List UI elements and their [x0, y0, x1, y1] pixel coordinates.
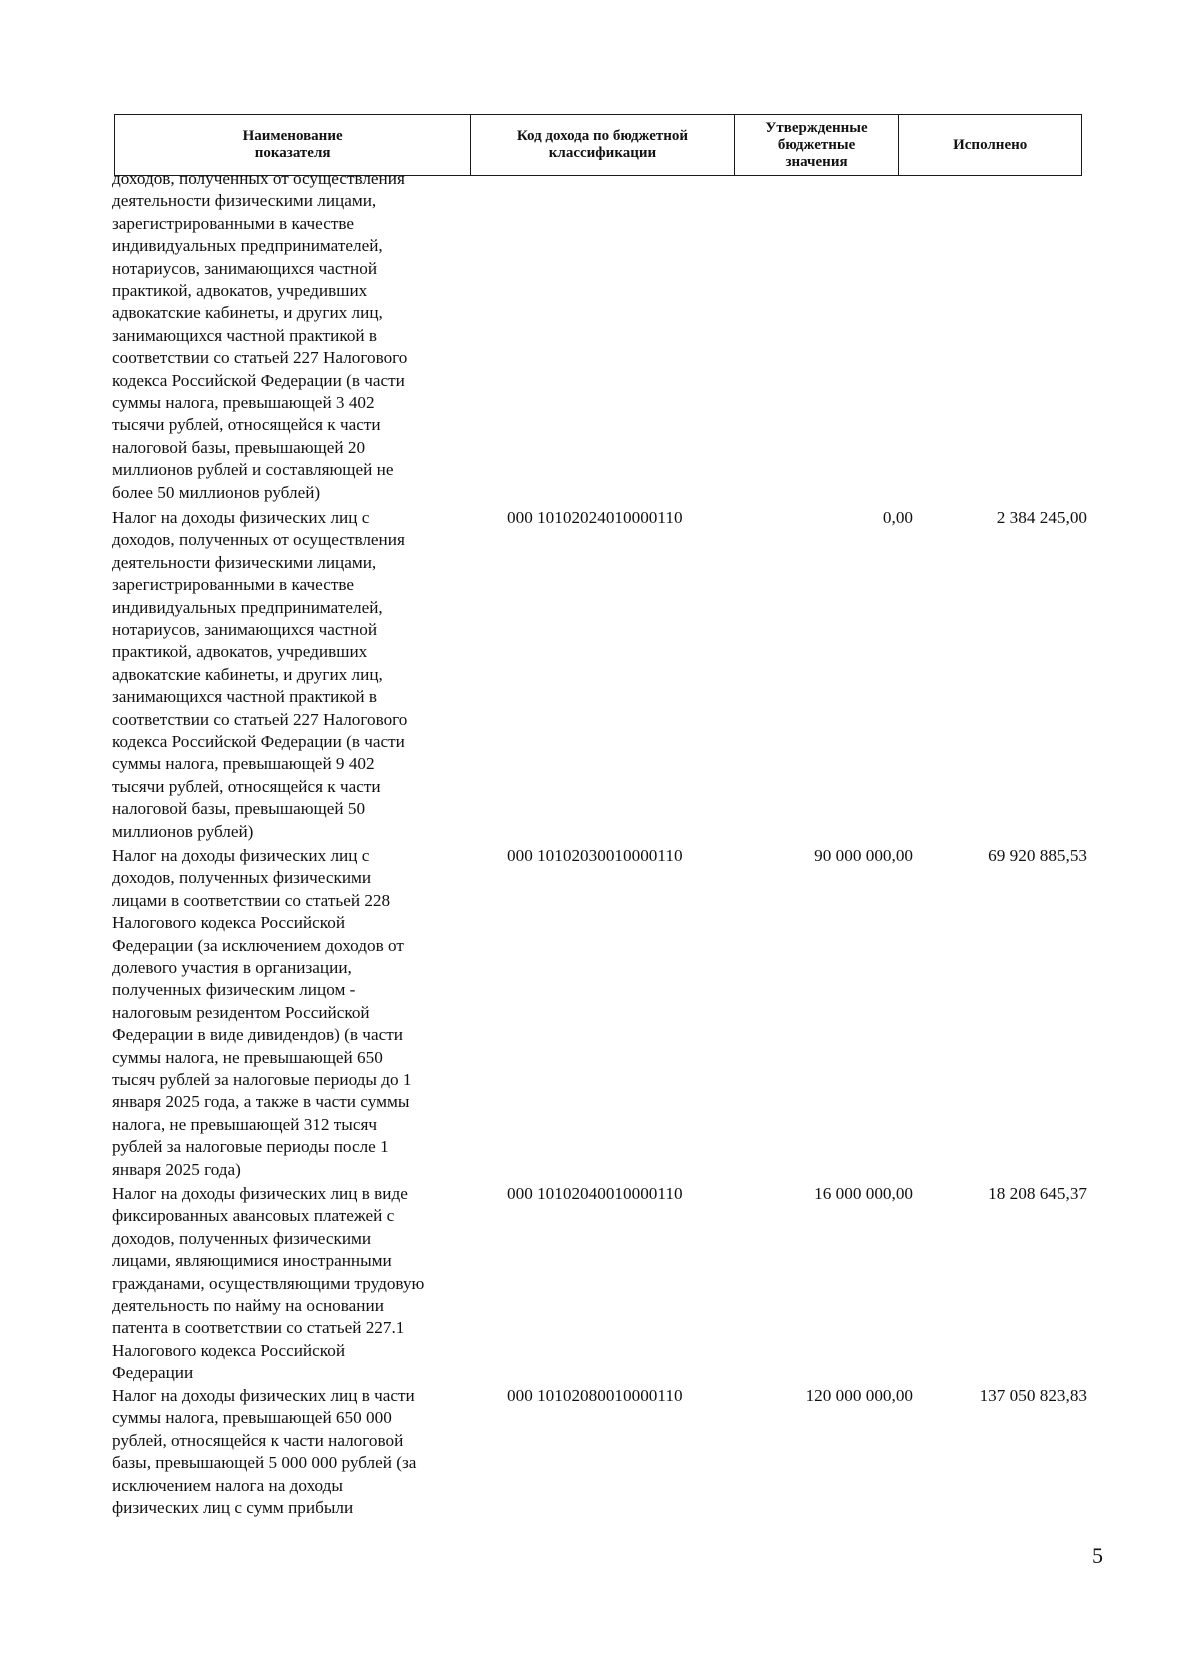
row-name-text: Налог на доходы физических лиц в виде фиксированных авансовых платежей с доходов, полученных физическими лицами, являющимися иностранными гражданами, осуществляющими трудовую деятельность по найму на основании патента в соответствии со статьей 227.1 Налогового кодекса Российской Федерации — [112, 1184, 425, 1383]
row-name-text: Налог на доходы физических лиц с доходов, полученных от осуществления деятельности физическими лицами, зарегистрированными в качестве индивидуальных предпринимателей, нотариусов, занимающихся частной практикой, адвокатов, учредивших адвокатские кабинеты, и других лиц, занимающихся частной практикой в соответствии со статьей 227 Налогового кодекса Российской Федерации (в части суммы налога, превышающей 9 402 тысячи рублей, относящейся к части налоговой базы, превышающей 50 миллионов рублей) — [112, 508, 408, 841]
row-name-text: доходов, полученных от осуществления деятельности физическими лицами, зарегистрированными в качестве индивидуальных предпринимателей, нотариусов, занимающихся частной практикой, адвокатов, учредивших адвокатские кабинеты, и других лиц, занимающихся частной практикой в соответствии со статьей 227 Налогового кодекса Российской Федерации (в части суммы налога, превышающей 3 402 тысячи рублей, относящейся к части налоговой базы, превышающей 20 миллионов рублей и составляющей не более 50 миллионов рублей) — [112, 169, 408, 502]
page-number: 5 — [1092, 1543, 1103, 1568]
row-executed: 18 208 645,37 — [988, 1184, 1087, 1203]
header-executed — [899, 115, 1081, 175]
row-code: 000 10102024010000110 — [507, 508, 683, 527]
row-code: 000 10102080010000110 — [507, 1386, 683, 1405]
header-name — [115, 115, 471, 175]
header-name-label: Наименование показателя — [242, 128, 343, 161]
row-approved: 90 000 000,00 — [814, 846, 913, 865]
row-name-text: Налог на доходы физических лиц с доходов, полученных физическими лицами в соответствии со статьей 228 Налогового кодекса Российской Федерации (за исключением доходов от долевого участия в организации, полученных физическим лицом - налоговым резидентом Российской Федерации в виде дивидендов) (в части суммы налога, не превышающей 650 тысяч рублей за налоговые периоды до 1 января 2025 года, а также в части суммы налога, не превышающей 312 тысяч рублей за налоговые периоды после 1 января 2025 года) — [112, 846, 412, 1179]
row-code: 000 10102040010000110 — [507, 1184, 683, 1203]
row-executed: 69 920 885,53 — [988, 846, 1087, 865]
header-approved — [735, 115, 900, 175]
header-code — [471, 115, 734, 175]
row-executed: 2 384 245,00 — [996, 508, 1087, 527]
header-approved-label: Утвержденные бюджетные значения — [765, 119, 868, 170]
row-approved: 0,00 — [882, 508, 913, 527]
row-code: 000 10102030010000110 — [507, 846, 683, 865]
row-approved: 120 000 000,00 — [805, 1386, 913, 1405]
header-executed-label: Исполнено — [953, 136, 1028, 153]
row-approved: 16 000 000,00 — [814, 1184, 913, 1203]
header-code-label: Код дохода по бюджетной классификации — [516, 128, 689, 161]
row-executed: 137 050 823,83 — [979, 1386, 1087, 1405]
table-header — [114, 114, 1082, 176]
row-name-text: Налог на доходы физических лиц в части суммы налога, превышающей 650 000 рублей, относящейся к части налоговой базы, превышающей 5 000 000 рублей (за исключением налога на доходы физических лиц с сумм прибыли — [112, 1386, 417, 1518]
